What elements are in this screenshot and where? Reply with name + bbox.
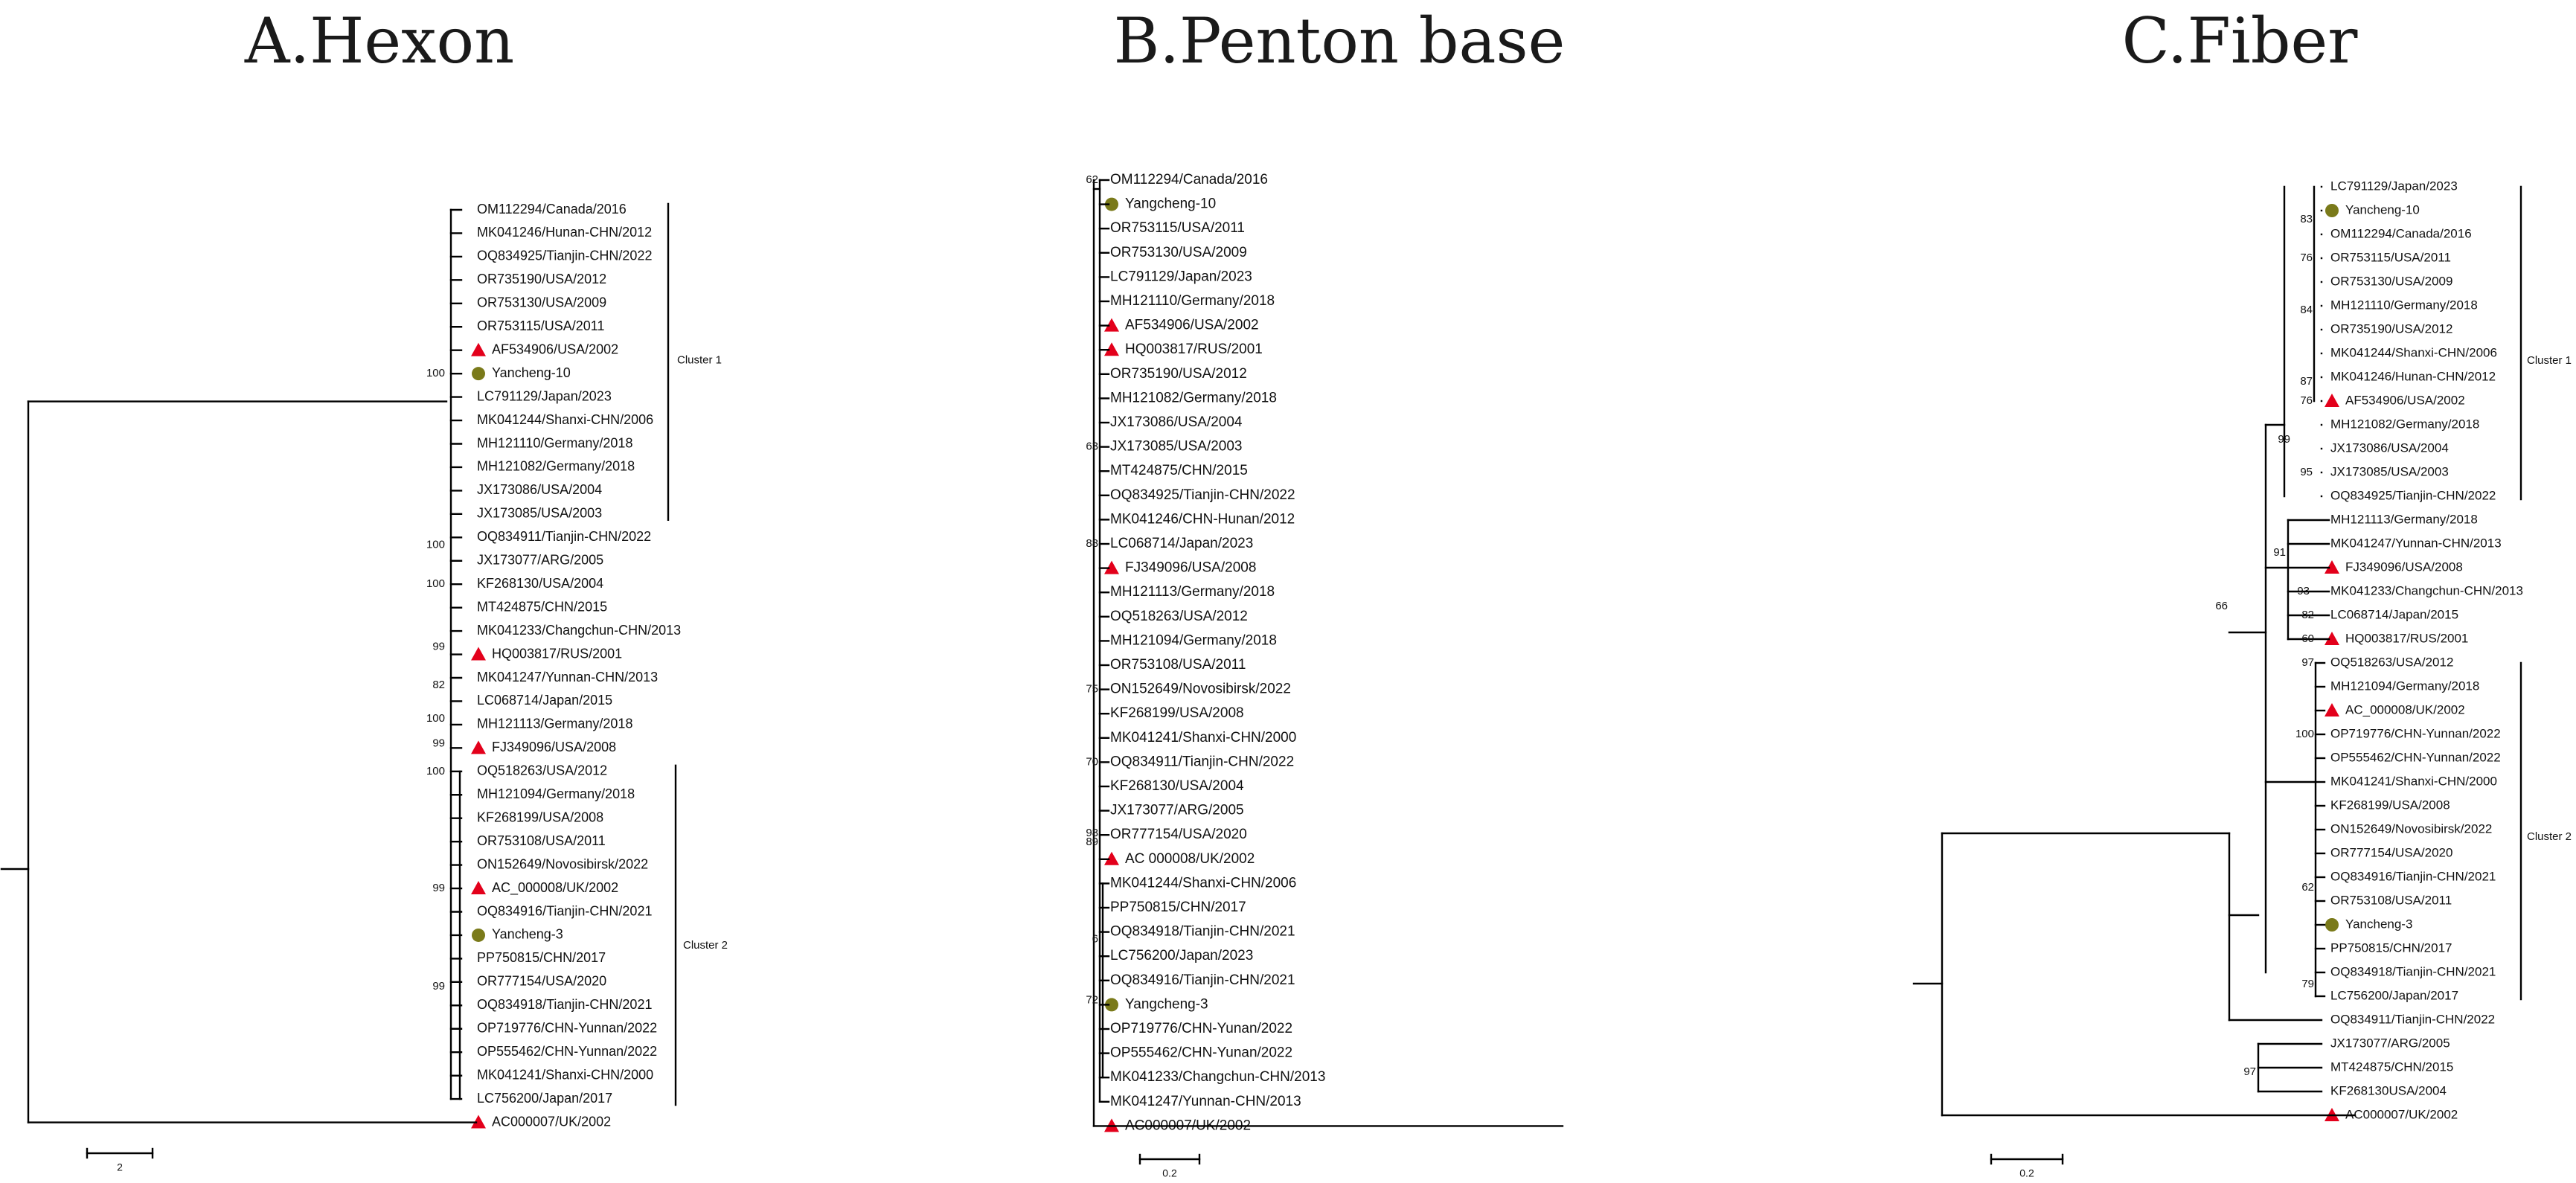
taxon-label: FJ349096/USA/2008 xyxy=(2345,560,2463,574)
taxon-label: FJ349096/USA/2008 xyxy=(492,740,617,755)
taxon-label: JX173077/ARG/2005 xyxy=(1110,802,1244,818)
taxon-label: OQ518263/USA/2012 xyxy=(2330,655,2454,670)
taxon-label: JX173077/ARG/2005 xyxy=(2330,1036,2450,1051)
taxon-label: OR735190/USA/2012 xyxy=(477,272,607,287)
bootstrap-value: 100 xyxy=(426,711,445,725)
bootstrap-value: 100 xyxy=(2295,727,2314,740)
taxon-label: LC756200/Japan/2017 xyxy=(477,1090,613,1106)
taxon-label: LC068714/Japan/2015 xyxy=(2330,607,2459,622)
taxon-label: OQ834925/Tianjin-CHN/2022 xyxy=(1110,487,1295,503)
taxon-label: OP555462/CHN-Yunan/2022 xyxy=(1110,1045,1293,1061)
taxon-label: ON152649/Novosibirsk/2022 xyxy=(477,856,649,872)
scale-bar-label: 0.2 xyxy=(1162,1167,1177,1179)
taxon-label: OR753115/USA/2011 xyxy=(1110,220,1245,237)
taxon-label: OR753108/USA/2011 xyxy=(477,833,606,848)
reference-strain-triangle-icon xyxy=(471,343,486,356)
taxon-label: AC 000008/UK/2002 xyxy=(1125,850,1255,867)
reference-strain-triangle-icon xyxy=(2325,394,2339,407)
taxon-label: HQ003817/RUS/2001 xyxy=(492,646,623,661)
taxon-label: KF268199/USA/2008 xyxy=(477,809,604,825)
bootstrap-value: 82 xyxy=(432,678,445,691)
taxon-label: JX173085/USA/2003 xyxy=(477,505,603,521)
panel-title-hexon: A.Hexon xyxy=(244,4,515,77)
taxon-label: MK041244/Shanxi-CHN/2006 xyxy=(1110,875,1297,891)
taxon-label: LC068714/Japan/2015 xyxy=(477,693,613,708)
taxon-label: AF534906/USA/2002 xyxy=(2345,393,2465,408)
taxon-label: OP555462/CHN-Yunnan/2022 xyxy=(2330,750,2501,765)
taxon-label: OP719776/CHN-Yunan/2022 xyxy=(1110,1021,1293,1037)
taxon-label: HQ003817/RUS/2001 xyxy=(1125,342,1263,358)
taxon-label: OR777154/USA/2020 xyxy=(2330,845,2453,860)
cluster-2-label: Cluster 2 xyxy=(683,938,728,952)
taxon-label: AC_000008/UK/2002 xyxy=(492,879,619,895)
bootstrap-value: 95 xyxy=(2300,465,2313,478)
bootstrap-value: 70 xyxy=(1086,755,1098,769)
taxon-label: MH121113/Germany/2018 xyxy=(2330,512,2478,527)
reference-strain-triangle-icon xyxy=(2325,703,2339,716)
taxon-label: JX173086/USA/2004 xyxy=(477,482,603,498)
taxon-label: PP750815/CHN/2017 xyxy=(1110,900,1246,916)
bootstrap-value: 60 xyxy=(2301,632,2314,645)
taxon-label: ON152649/Novosibirsk/2022 xyxy=(2330,821,2493,836)
taxon-label: MT424875/CHN/2015 xyxy=(1110,463,1248,479)
taxon-label: OQ834918/Tianjin-CHN/2021 xyxy=(477,997,653,1013)
taxon-label: JX173077/ARG/2005 xyxy=(477,552,604,568)
bootstrap-value: 82 xyxy=(2301,608,2314,621)
taxon-label: OQ834925/Tianjin-CHN/2022 xyxy=(477,248,653,263)
taxon-label: OM112294/Canada/2016 xyxy=(1110,172,1268,188)
bootstrap-value: 75 xyxy=(1086,682,1098,696)
study-strain-circle-icon xyxy=(2325,918,2339,932)
taxon-label: MH121094/Germany/2018 xyxy=(477,786,635,801)
reference-strain-triangle-icon xyxy=(471,881,486,894)
taxon-label: OQ834911/Tianjin-CHN/2022 xyxy=(477,529,652,545)
bootstrap-value: 100 xyxy=(426,367,445,380)
taxon-label: MK041244/Shanxi-CHN/2006 xyxy=(477,411,654,427)
taxon-label: JX173086/USA/2004 xyxy=(2330,440,2449,455)
taxon-label: OQ834916/Tianjin-CHN/2021 xyxy=(1110,972,1295,988)
study-strain-circle-icon xyxy=(2325,204,2339,217)
taxon-label: MK041247/Yunnan-CHN/2013 xyxy=(1110,1093,1301,1109)
taxon-label: AF534906/USA/2002 xyxy=(1125,317,1259,333)
taxon-label: MK041247/Yunnan-CHN/2013 xyxy=(2330,536,2502,551)
taxon-label: MH121094/Germany/2018 xyxy=(2330,679,2480,693)
bootstrap-value: 63 xyxy=(1086,440,1098,453)
taxon-label: MK041244/Shanxi-CHN/2006 xyxy=(2330,345,2497,360)
taxon-label: MK041241/Shanxi-CHN/2000 xyxy=(477,1067,654,1083)
taxon-label: KF268130/USA/2004 xyxy=(1110,778,1244,795)
reference-strain-triangle-icon xyxy=(471,647,486,661)
bootstrap-value: 100 xyxy=(426,764,445,778)
taxon-label: LC791129/Japan/2023 xyxy=(2330,179,2458,193)
bootstrap-value: 99 xyxy=(432,979,445,993)
taxon-label: AC_000008/UK/2002 xyxy=(2345,702,2465,717)
scale-bar-label: 2 xyxy=(117,1161,123,1173)
bootstrap-value: 84 xyxy=(2300,303,2313,316)
taxon-label: OQ834911/Tianjin-CHN/2022 xyxy=(1110,754,1295,770)
taxon-label: LC791129/Japan/2023 xyxy=(1110,269,1252,285)
bootstrap-value: 97 xyxy=(2243,1065,2256,1078)
bootstrap-value: 76 xyxy=(2300,251,2313,264)
bootstrap-value: 99 xyxy=(432,640,445,653)
bootstrap-value: 89 xyxy=(1086,836,1098,849)
bootstrap-value: 88 xyxy=(1086,536,1098,550)
taxon-label: MH121082/Germany/2018 xyxy=(2330,417,2480,432)
taxon-label: OR753130/USA/2009 xyxy=(477,295,607,310)
taxon-label: PP750815/CHN/2017 xyxy=(477,950,606,966)
bootstrap-value: 91 xyxy=(2273,545,2286,559)
taxon-label: KF268130USA/2004 xyxy=(2330,1083,2447,1098)
taxon-label: MH121110/Germany/2018 xyxy=(1110,293,1275,310)
bootstrap-value: 99 xyxy=(432,737,445,750)
taxon-label: MK041233/Changchun-CHN/2013 xyxy=(1110,1069,1326,1086)
bootstrap-value: 87 xyxy=(2300,374,2313,388)
taxon-label: OR777154/USA/2020 xyxy=(1110,827,1247,843)
taxon-label: KF268199/USA/2008 xyxy=(2330,798,2450,812)
bootstrap-value: 62 xyxy=(2301,880,2314,894)
taxon-label: JX173085/USA/2003 xyxy=(2330,464,2449,479)
taxon-label: MH121082/Germany/2018 xyxy=(477,458,635,474)
taxon-label: Yancheng-3 xyxy=(2345,917,2413,932)
bootstrap-value: 6 xyxy=(1092,932,1098,946)
taxon-label: OQ834918/Tianjin-CHN/2021 xyxy=(2330,964,2496,979)
taxon-label: Yancheng-3 xyxy=(492,926,563,942)
bootstrap-value: 66 xyxy=(2215,599,2228,612)
taxon-label: OR753115/USA/2011 xyxy=(477,318,605,333)
taxon-label: MK041246/Hunan-CHN/2012 xyxy=(2330,369,2496,384)
bootstrap-value: 99 xyxy=(432,882,445,895)
taxon-label: MH121113/Germany/2018 xyxy=(477,716,633,731)
taxon-label: Yangcheng-10 xyxy=(1125,196,1217,212)
panel-title-fiber: C.Fiber xyxy=(2121,4,2358,77)
taxon-label: MK041233/Changchun-CHN/2013 xyxy=(477,622,682,638)
bootstrap-value: 100 xyxy=(426,538,445,551)
taxon-label: MH121110/Germany/2018 xyxy=(477,435,633,451)
taxon-label: MK041233/Changchun-CHN/2013 xyxy=(2330,583,2523,598)
bootstrap-value: 98 xyxy=(1086,827,1098,840)
taxon-label: Yancheng-10 xyxy=(492,365,571,380)
taxon-label: OQ834916/Tianjin-CHN/2021 xyxy=(477,903,653,919)
tree-penton-base xyxy=(1086,172,1563,1179)
bootstrap-value: 76 xyxy=(2300,394,2313,407)
taxon-label: LC791129/Japan/2023 xyxy=(477,388,612,404)
taxon-label: MT424875/CHN/2015 xyxy=(477,599,608,615)
taxon-label: OM112294/Canada/2016 xyxy=(2330,226,2472,241)
taxon-label: LC068714/Japan/2023 xyxy=(1110,536,1254,552)
panel-title-penton-base: B.Penton base xyxy=(1113,4,1566,77)
taxon-label: FJ349096/USA/2008 xyxy=(1125,560,1257,576)
taxon-label: OR777154/USA/2020 xyxy=(477,973,607,989)
bootstrap-value: 100 xyxy=(426,577,445,591)
taxon-label: JX173086/USA/2004 xyxy=(1110,414,1243,431)
scale-bar-label: 0.2 xyxy=(2019,1167,2034,1179)
bootstrap-value: 72 xyxy=(1086,993,1098,1007)
taxon-label: LC756200/Japan/2023 xyxy=(1110,948,1254,964)
taxon-label: OR753108/USA/2011 xyxy=(1110,657,1246,673)
taxon-label: OQ834925/Tianjin-CHN/2022 xyxy=(2330,488,2496,503)
reference-strain-triangle-icon xyxy=(471,740,486,754)
bootstrap-value: 79 xyxy=(2301,977,2314,990)
tree-fiber xyxy=(1914,179,2572,1179)
taxon-label: AF534906/USA/2002 xyxy=(492,342,619,357)
taxon-label: AC000007/UK/2002 xyxy=(1125,1118,1252,1134)
taxon-label: OR753115/USA/2011 xyxy=(2330,250,2451,265)
tree-hexon xyxy=(1,202,728,1173)
taxon-label: OR735190/USA/2012 xyxy=(1110,365,1247,382)
taxon-label: OR753130/USA/2009 xyxy=(1110,244,1247,260)
taxon-label: ON152649/Novosibirsk/2022 xyxy=(1110,681,1291,697)
bootstrap-value: 93 xyxy=(2297,584,2310,597)
taxon-label: MH121094/Germany/2018 xyxy=(1110,632,1277,649)
taxon-label: OR753130/USA/2009 xyxy=(2330,274,2453,289)
taxon-label: MH121113/Germany/2018 xyxy=(1110,584,1275,600)
bootstrap-value: 99 xyxy=(2278,432,2290,446)
study-strain-circle-icon xyxy=(472,929,485,942)
taxon-label: OQ834916/Tianjin-CHN/2021 xyxy=(2330,869,2496,884)
taxon-label: PP750815/CHN/2017 xyxy=(2330,940,2452,955)
taxon-label: Yancheng-10 xyxy=(2345,202,2420,217)
cluster-2-label: Cluster 2 xyxy=(2527,830,2572,843)
cluster-1-label: Cluster 1 xyxy=(677,353,723,367)
taxon-label: MK041241/Shanxi-CHN/2000 xyxy=(1110,729,1297,746)
taxon-label: JX173085/USA/2003 xyxy=(1110,438,1243,455)
taxon-label: OP719776/CHN-Yunnan/2022 xyxy=(477,1020,658,1036)
taxon-label: OP719776/CHN-Yunnan/2022 xyxy=(2330,726,2501,741)
taxon-label: KF268130/USA/2004 xyxy=(477,575,604,591)
taxon-label: OR735190/USA/2012 xyxy=(2330,321,2453,336)
taxon-label: MK041247/Yunnan-CHN/2013 xyxy=(477,669,659,685)
taxon-label: OQ834918/Tianjin-CHN/2021 xyxy=(1110,923,1295,940)
bootstrap-value: 62 xyxy=(1086,173,1098,186)
taxon-label: MK041241/Shanxi-CHN/2000 xyxy=(2330,774,2497,789)
taxon-label: Yangcheng-3 xyxy=(1125,996,1208,1013)
study-strain-circle-icon xyxy=(472,367,485,380)
bootstrap-value: 83 xyxy=(2300,212,2313,225)
taxon-label: KF268199/USA/2008 xyxy=(1110,705,1244,722)
taxon-label: HQ003817/RUS/2001 xyxy=(2345,631,2469,646)
taxon-label: MK041246/CHN-Hunan/2012 xyxy=(1110,511,1295,528)
taxon-label: MH121082/Germany/2018 xyxy=(1110,390,1277,406)
taxon-label: AC000007/UK/2002 xyxy=(2345,1107,2458,1122)
taxon-label: LC756200/Japan/2017 xyxy=(2330,988,2459,1003)
bootstrap-value: 97 xyxy=(2301,655,2314,669)
taxon-label: MT424875/CHN/2015 xyxy=(2330,1059,2454,1074)
taxon-label: AC000007/UK/2002 xyxy=(492,1114,612,1129)
taxon-label: MH121110/Germany/2018 xyxy=(2330,298,2478,312)
taxon-label: OQ518263/USA/2012 xyxy=(477,763,608,778)
taxon-label: OQ834911/Tianjin-CHN/2022 xyxy=(2330,1012,2496,1027)
cluster-1-label: Cluster 1 xyxy=(2527,353,2572,367)
taxon-label: MK041246/Hunan-CHN/2012 xyxy=(477,225,653,240)
taxon-label: OR753108/USA/2011 xyxy=(2330,893,2452,908)
taxon-label: OQ518263/USA/2012 xyxy=(1110,608,1248,624)
taxon-label: OP555462/CHN-Yunnan/2022 xyxy=(477,1043,658,1059)
taxon-label: OM112294/Canada/2016 xyxy=(477,201,627,217)
